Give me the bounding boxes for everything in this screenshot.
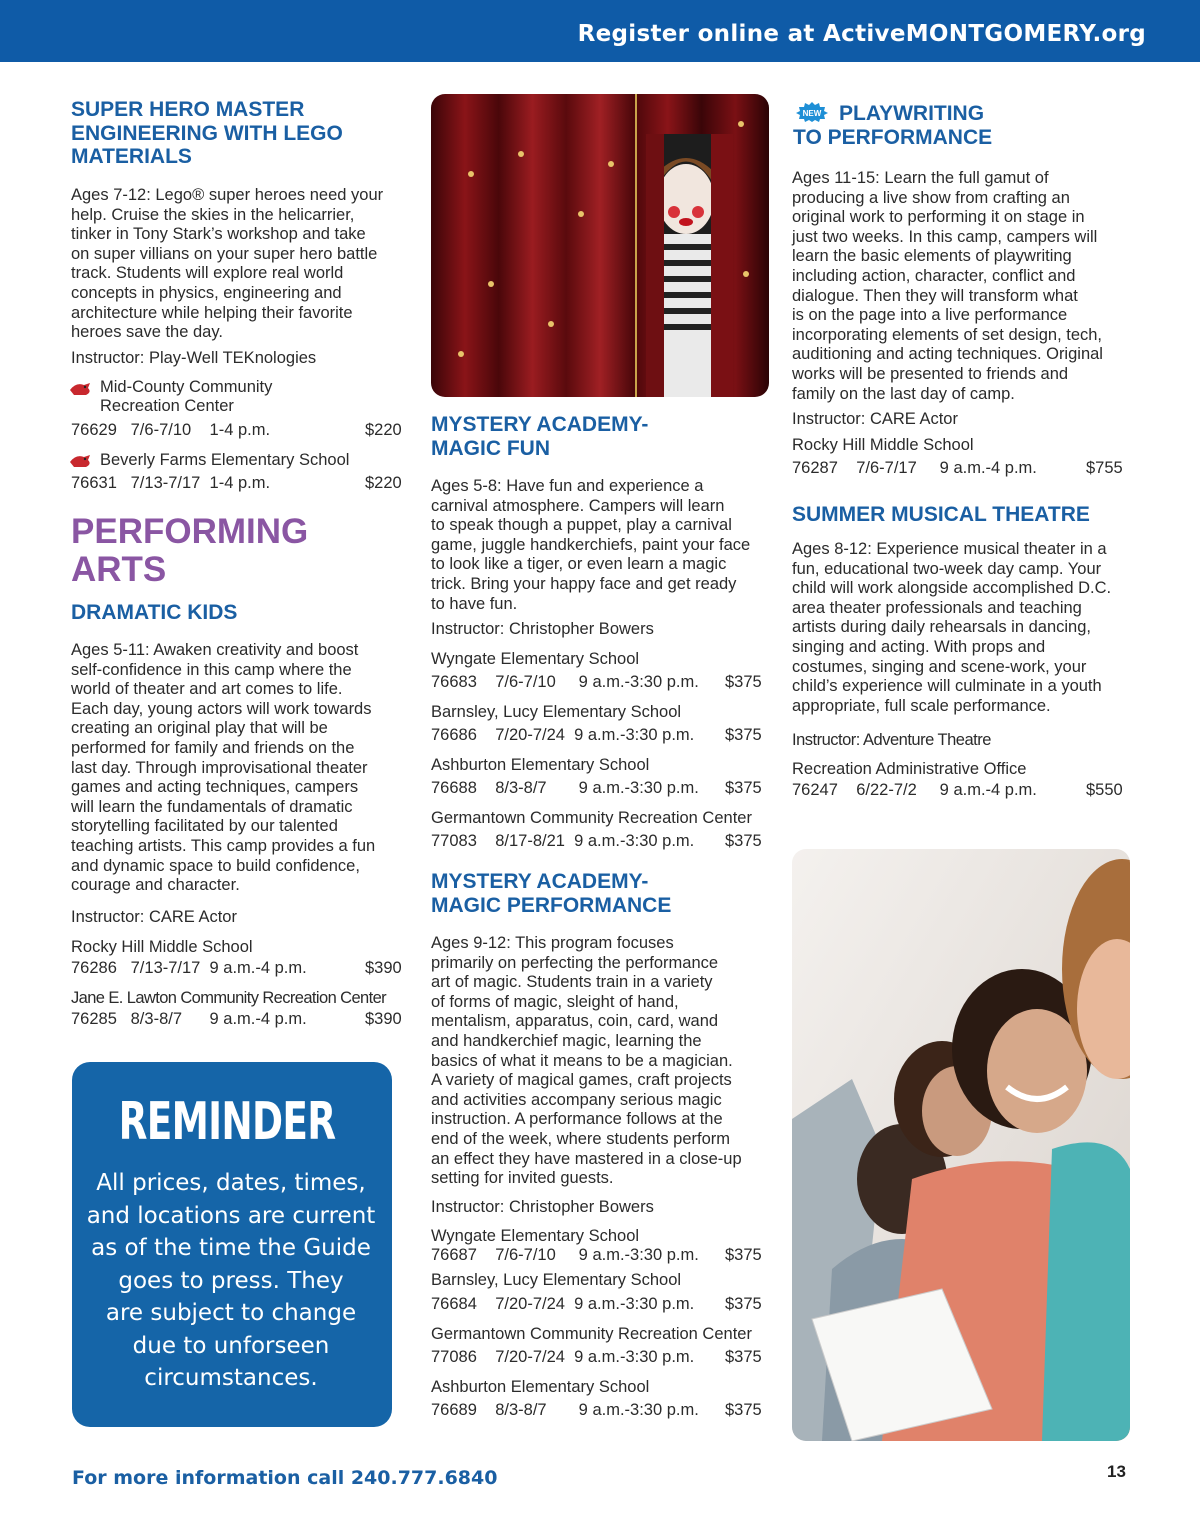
girls-singing-photo [792,849,1130,1441]
musical-row: 76247 6/22-7/2 9 a.m.-4 p.m. [792,781,1037,799]
cardinal-icon [68,452,94,470]
reminder-box [72,1062,392,1427]
magic-fun-instructor: Instructor: Christopher Bowers [431,620,654,638]
dramatic-price-2: $390 [365,1010,402,1028]
magic-performance-row: 76687 7/6-7/10 9 a.m.-3:30 p.m. [431,1246,699,1264]
lego-price-2: $220 [365,474,402,492]
musical-desc: Ages 8-12: Experience musical theater in a fun, educational two-week day camp. Your child will work alongside accomplished D.C. area theater professionals and teaching artists during daily rehearsals in dancing, singing and acting. With props and costumes, singing and scene-work, your child’s experience will culminate in a youth appropriate, full scale performance. [792,540,1112,715]
magic-performance-row: 76684 7/20-7/24 9 a.m.-3:30 p.m. [431,1295,695,1313]
magic-performance-price: $375 [725,1348,762,1366]
magic-performance-price: $375 [725,1295,762,1313]
dramatic-desc: Ages 5-11: Awaken creativity and boost self-confidence in this camp where the world of theater and art comes to life. Each day, young actors will work towards creating an original play that will be performed for family and friends on the last day. Through improvisational theater games and acting techniques, campers will learn the fundamentals of dramatic storytelling facilitated by our talented teaching artists. This camp provides a fun and dynamic space to build confidence, courage and character. [71,641,376,895]
dramatic-instructor: Instructor: CARE Actor [71,908,237,926]
magic-performance-desc: Ages 9-12: This program focuses primarily on perfecting the performance art of magic. Students train in a variety of forms of magic, sleight of hand, mentalism, apparatus, coin, card, wand and handkerchief magic, learning the basics of what it means to be a magician. A variety of magical games, craft projects and activities accompany serious magic instruction. A performance follows at the end of the week, where students perform an effect they have mastered in a close-up setting for invited guests. [431,934,742,1188]
magic-performance-price: $375 [725,1246,762,1264]
magic-performance-instructor: Instructor: Christopher Bowers [431,1198,654,1216]
playwriting-desc: Ages 11-15: Learn the full gamut of producing a live show from crafting an original work to performing it on stage in just two weeks. In this camp, campers will learn the basic elements of playwriting including action, character, conflict and dialogue. Then they will transform what is on the page into a live performance incorporating elements of set design, tech, auditioning and acting techniques. Original works will be presented to friends and family on the last day of camp. [792,169,1103,403]
magic-performance-location: Barnsley, Lucy Elementary School [431,1271,682,1289]
magic-fun-price: $375 [725,726,762,744]
magic-fun-row: 76688 8/3-8/7 9 a.m.-3:30 p.m. [431,779,699,797]
reminder-title: REMINDER [118,1092,336,1152]
magic-performance-location: Ashburton Elementary School [431,1378,650,1396]
lego-instructor: Instructor: Play-Well TEKnologies [71,349,317,367]
magic-performance-row: 77086 7/20-7/24 9 a.m.-3:30 p.m. [431,1348,695,1366]
footer-info: For more information call 240.777.6840 [72,1467,498,1489]
magic-performance-title: MYSTERY ACADEMY- MAGIC PERFORMANCE [431,870,672,917]
header-bar [0,0,1200,62]
register-link[interactable]: Register online at ActiveMONTGOMERY.org [577,21,1146,47]
section-heading: PERFORMING ARTS [71,512,309,589]
magic-fun-title: MYSTERY ACADEMY- MAGIC FUN [431,413,649,460]
playwriting-title: PLAYWRITING TO PERFORMANCE [793,102,993,149]
reminder-text: All prices, dates, times, and locations are current as of the time the Guide goes to press. They are subject to change due to unforseen circumstances. [86,1170,376,1391]
magic-fun-location: Germantown Community Recreation Center [431,809,752,827]
lego-title: SUPER HERO MASTER ENGINEERING WITH LEGO MATERIALS [71,98,343,168]
musical-price: $550 [1086,781,1123,799]
new-badge-text: NEW [802,109,822,118]
dramatic-title: DRAMATIC KIDS [71,601,238,624]
magic-performance-location: Germantown Community Recreation Center [431,1325,752,1343]
lego-location-2: Beverly Farms Elementary School [100,451,350,469]
lego-row-2: 76631 7/13-7/17 1-4 p.m. [71,474,271,492]
dramatic-row-1: 76286 7/13-7/17 9 a.m.-4 p.m. [71,959,307,977]
dramatic-location-2: Jane E. Lawton Community Recreation Center [71,989,387,1007]
playwriting-price: $755 [1086,459,1123,477]
playwriting-instructor: Instructor: CARE Actor [792,410,958,428]
magic-performance-location: Wyngate Elementary School [431,1227,640,1245]
magic-fun-location: Barnsley, Lucy Elementary School [431,703,682,721]
page-number: 13 [1107,1462,1126,1481]
magic-fun-location: Ashburton Elementary School [431,756,650,774]
playwriting-row: 76287 7/6-7/17 9 a.m.-4 p.m. [792,459,1037,477]
magic-fun-row: 76686 7/20-7/24 9 a.m.-3:30 p.m. [431,726,695,744]
dramatic-row-2: 76285 8/3-8/7 9 a.m.-4 p.m. [71,1010,307,1028]
musical-title: SUMMER MUSICAL THEATRE [792,503,1090,526]
clown-curtain-photo [431,94,769,397]
lego-location-1: Mid-County Community Recreation Center [100,378,273,415]
magic-fun-row: 77083 8/17-8/21 9 a.m.-3:30 p.m. [431,832,695,850]
musical-instructor: Instructor: Adventure Theatre [792,731,991,749]
musical-location: Recreation Administrative Office [792,760,1027,778]
magic-fun-desc: Ages 5-8: Have fun and experience a carnival atmosphere. Campers will learn to speak though a puppet, play a carnival game, juggle handkerchiefs, paint your face to look like a tiger, or even learn a magic trick. Bring your happy face and get ready to have fun. [431,477,751,613]
magic-performance-row: 76689 8/3-8/7 9 a.m.-3:30 p.m. [431,1401,699,1419]
lego-desc: Ages 7-12: Lego® super heroes need your help. Cruise the skies in the helicarrier, tinker in Tony Stark’s workshop and take on super villians on your super hero battle track. Students will explore real world concepts in physics, engineering and architecture while helping their favorite heroes save the day. [71,186,384,342]
magic-fun-price: $375 [725,779,762,797]
magic-fun-row: 76683 7/6-7/10 9 a.m.-3:30 p.m. [431,673,699,691]
playwriting-location: Rocky Hill Middle School [792,436,974,454]
magic-performance-price: $375 [725,1401,762,1419]
dramatic-location-1: Rocky Hill Middle School [71,938,253,956]
cardinal-icon [68,380,94,398]
lego-row-1: 76629 7/6-7/10 1-4 p.m. [71,421,271,439]
dramatic-price-1: $390 [365,959,402,977]
magic-fun-location: Wyngate Elementary School [431,650,640,668]
magic-fun-price: $375 [725,832,762,850]
magic-fun-price: $375 [725,673,762,691]
lego-price-1: $220 [365,421,402,439]
